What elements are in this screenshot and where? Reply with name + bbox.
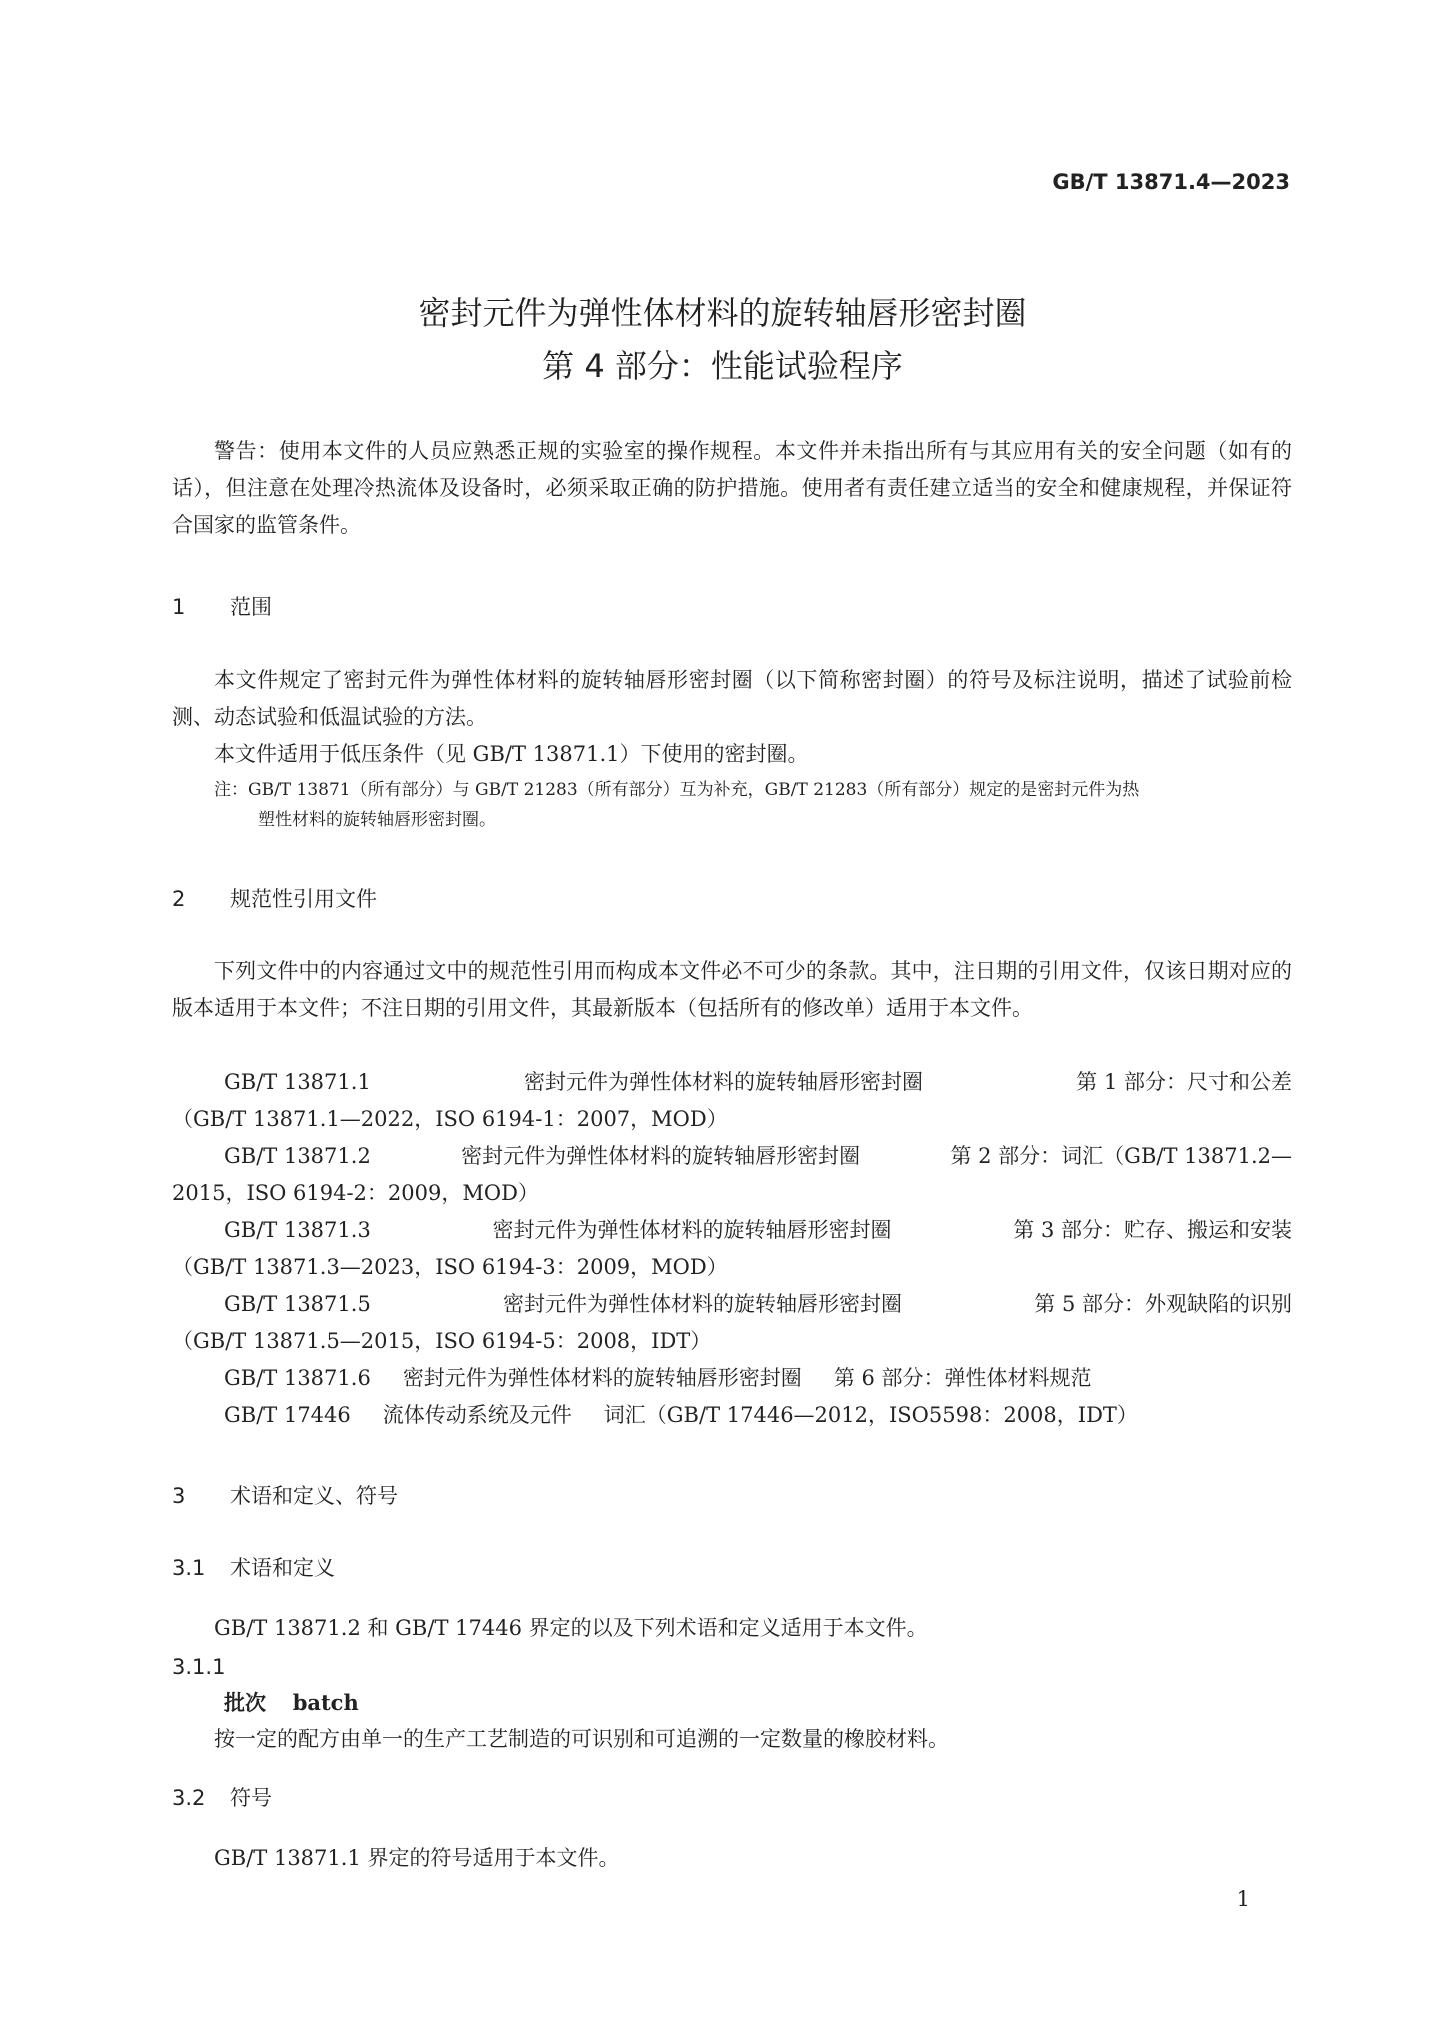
section-title: 术语和定义	[230, 1556, 335, 1580]
note-label: 注：	[214, 780, 248, 800]
term-entry	[172, 1684, 1344, 1722]
reference-item: GB/T 17446 流体传动系统及元件 词汇（GB/T 17446—2012，ISO5598：2008，IDT）	[224, 1403, 1138, 1427]
section-title: 符号	[230, 1786, 272, 1810]
scope-paragraph-1: 本文件规定了密封元件为弹性体材料的旋转轴唇形密封圈（以下简称密封圈）的符号及标注说明，描述了试验前检测、动态试验和低温试验的方法。	[172, 668, 1292, 729]
section-title: 规范性引用文件	[230, 887, 377, 911]
note-line-1: GB/T 13871（所有部分）与 GB/T 21283（所有部分）互为补充，GB/T 21283（所有部分）规定的是密封元件为热	[248, 780, 1140, 800]
term-definition: 按一定的配方由单一的生产工艺制造的可识别和可追溯的一定数量的橡胶材料。	[214, 1727, 949, 1751]
section-number: 3.2	[172, 1786, 206, 1810]
section-title: 范围	[230, 595, 272, 619]
term-zh: 批次	[224, 1691, 266, 1715]
title-line-2: 第 4 部分：性能试验程序	[542, 347, 903, 385]
section-1-heading	[172, 591, 272, 621]
warning-paragraph: 警告：使用本文件的人员应熟悉正规的实验室的操作规程。本文件并未指出所有与其应用有关的安全问题（如有的话），但注意在处理冷热流体及设备时，必须采取正确的防护措施。使用者有责任建立适当的安全和健康规程，并保证符合国家的监管条件。	[172, 439, 1292, 537]
section-number: 1	[172, 595, 186, 619]
symbols-paragraph: GB/T 13871.1 界定的符号适用于本文件。	[214, 1846, 620, 1870]
standard-number: GB/T 13871.4—2023	[1052, 170, 1290, 194]
term-en: batch	[292, 1690, 359, 1715]
section-3-1-heading	[172, 1552, 335, 1582]
terms-intro: GB/T 13871.2 和 GB/T 17446 界定的以及下列术语和定义适用于本文件。	[214, 1616, 928, 1640]
section-3-heading	[172, 1480, 398, 1510]
reference-item: GB/T 13871.6 密封元件为弹性体材料的旋转轴唇形密封圈 第 6 部分：弹性体材料规范	[224, 1366, 1092, 1390]
section-number: 3	[172, 1484, 186, 1508]
section-number: 3.1	[172, 1556, 206, 1580]
term-number: 3.1.1	[172, 1655, 226, 1679]
section-number: 2	[172, 887, 186, 911]
reference-item: GB/T 13871.5 密封元件为弹性体材料的旋转轴唇形密封圈 第 5 部分：外观缺陷的识别 （GB/T 13871.5—2015，ISO 6194-5：2008，IDT）	[172, 1292, 1292, 1353]
reference-item: GB/T 13871.1 密封元件为弹性体材料的旋转轴唇形密封圈 第 1 部分：尺寸和公差 （GB/T 13871.1—2022，ISO 6194-1：2007，MOD）	[172, 1070, 1292, 1131]
scope-paragraph-2: 本文件适用于低压条件（见 GB/T 13871.1）下使用的密封圈。	[214, 742, 809, 766]
page-number: 1	[1236, 1887, 1250, 1911]
note-line-2: 塑性材料的旋转轴唇形密封圈。	[258, 810, 496, 830]
normative-intro-paragraph: 下列文件中的内容通过文中的规范性引用而构成本文件必不可少的条款。其中，注日期的引用文件，仅该日期对应的版本适用于本文件；不注日期的引用文件，其最新版本（包括所有的修改单）适用于本文件。	[172, 959, 1292, 1020]
section-2-heading	[172, 883, 377, 913]
reference-item: GB/T 13871.3 密封元件为弹性体材料的旋转轴唇形密封圈 第 3 部分：贮存、搬运和安装 （GB/T 13871.3—2023，ISO 6194-3：2009，MOD）	[172, 1218, 1292, 1279]
scope-note	[214, 775, 1292, 835]
title-line-1: 密封元件为弹性体材料的旋转轴唇形密封圈	[418, 294, 1027, 332]
section-title: 术语和定义、符号	[230, 1484, 398, 1508]
section-3-2-heading	[172, 1782, 272, 1812]
reference-item: GB/T 13871.2 密封元件为弹性体材料的旋转轴唇形密封圈 第 2 部分：词汇（GB/T 13871.2— 2015，ISO 6194-2：2009，MOD）	[172, 1144, 1292, 1205]
